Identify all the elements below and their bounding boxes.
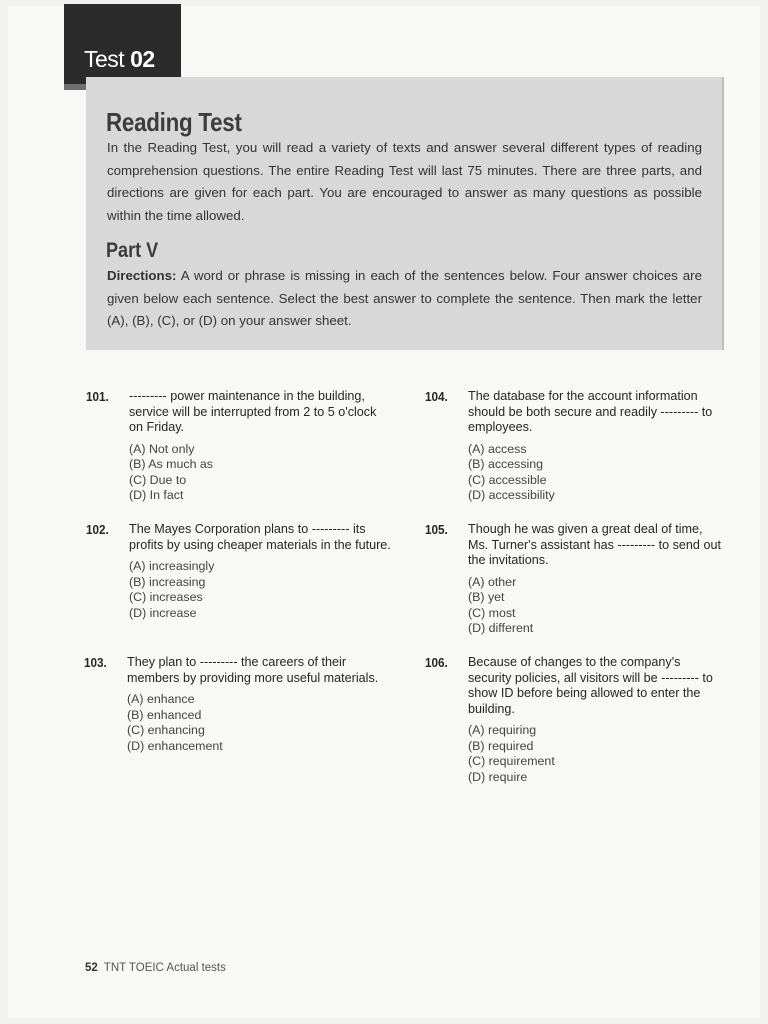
- question-stem: The database for the account information should be both secure and readily --------- to employees.: [468, 389, 713, 434]
- answer-option[interactable]: (C) requirement: [468, 754, 555, 768]
- question-number: 103.: [84, 655, 107, 670]
- directions: [107, 265, 702, 333]
- question-106: [425, 655, 726, 785]
- answer-option[interactable]: (B) accessing: [468, 457, 544, 471]
- reading-test-title: Reading Test: [106, 107, 242, 137]
- answer-option[interactable]: (B) required: [468, 738, 534, 753]
- question-stem: The Mayes Corporation plans to --------- its profits by using cheaper materials in the future.: [129, 522, 391, 552]
- answer-option[interactable]: (D) accessibility: [468, 488, 555, 502]
- intro-text: In the Reading Test, you will read a variety of texts and answer several different types of reading comprehension questions. The entire Reading Test will last 75 minutes. There are three parts, and directions are given for each part. You are encouraged to answer as many questions as possible within the time allowed.: [107, 140, 702, 223]
- question-number: 102.: [86, 522, 109, 537]
- part-title: Part V: [106, 239, 159, 262]
- page-number: 52: [85, 962, 98, 974]
- question-102: [86, 522, 391, 621]
- directions-text: A word or phrase is missing in each of the sentences below. Four answer choices are given below each sentence. Select the best answer to complete the sentence. Then mark the letter (A), (B), (C), or (D) on your answer sheet.: [107, 268, 702, 328]
- answer-option[interactable]: (B) enhanced: [127, 707, 202, 722]
- answer-option[interactable]: (A) other: [468, 574, 517, 589]
- question-stem: Though he was given a great deal of time, Ms. Turner's assistant has --------- to send out the invitations.: [468, 522, 721, 567]
- test-label: Test: [84, 46, 125, 72]
- question-number: 106.: [425, 655, 448, 670]
- answer-option[interactable]: (D) increase: [129, 605, 197, 620]
- answer-option[interactable]: (B) increasing: [129, 574, 206, 589]
- answer-option[interactable]: (C) enhancing: [127, 723, 205, 737]
- question-101: [86, 389, 391, 504]
- answer-option[interactable]: (B) As much as: [129, 457, 214, 471]
- answer-option[interactable]: (A) increasingly: [129, 559, 215, 573]
- question-stem: Because of changes to the company's security policies, all visitors will be --------- to show ID before being allowed to enter the building.: [468, 655, 713, 716]
- question-number: 104.: [425, 389, 448, 404]
- answer-option[interactable]: (D) enhancement: [127, 738, 223, 753]
- question-number: 105.: [425, 522, 448, 537]
- answer-option[interactable]: (D) different: [468, 621, 534, 635]
- page-footer: [85, 962, 226, 974]
- answer-option[interactable]: (C) Due to: [129, 472, 187, 487]
- answer-option[interactable]: (D) require: [468, 769, 528, 784]
- book-title: TNT TOEIC Actual tests: [103, 962, 226, 974]
- question-103: [84, 655, 389, 754]
- answer-option[interactable]: (C) increases: [129, 590, 203, 604]
- question-stem: They plan to --------- the careers of their members by providing more useful materials.: [127, 655, 379, 685]
- answer-option[interactable]: (A) Not only: [129, 441, 195, 456]
- answer-option[interactable]: (B) yet: [468, 590, 505, 604]
- answer-option[interactable]: (D) In fact: [129, 488, 184, 502]
- question-stem: --------- power maintenance in the building, service will be interrupted from 2 to 5 o'clock on Friday.: [129, 389, 377, 434]
- question-number: 101.: [86, 389, 109, 404]
- directions-label: Directions:: [107, 268, 177, 283]
- answer-option[interactable]: (A) access: [468, 441, 527, 456]
- answer-option[interactable]: (C) accessible: [468, 472, 547, 487]
- test-number: 02: [130, 46, 155, 72]
- question-104: [425, 389, 726, 504]
- answer-option[interactable]: (A) requiring: [468, 723, 537, 737]
- question-105: [425, 522, 726, 637]
- answer-option[interactable]: (A) enhance: [127, 692, 195, 706]
- answer-option[interactable]: (C) most: [468, 605, 516, 620]
